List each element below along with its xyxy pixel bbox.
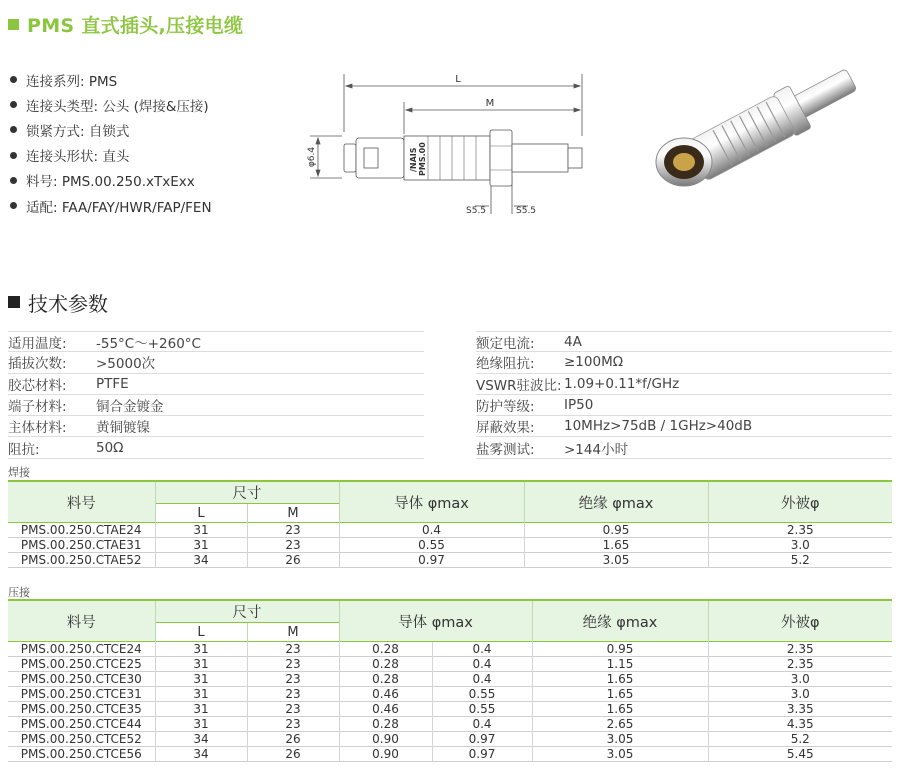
spec-value: 10MHz>75dB / 1GHz>40dB <box>564 418 753 435</box>
cell-insulation: 3.05 <box>524 553 708 568</box>
table-row <box>8 657 892 672</box>
cell-conductor-a: 0.28 <box>339 657 432 672</box>
spec-key: 额定电流: <box>476 335 535 352</box>
dim-s1-label: S5.5 <box>466 206 487 216</box>
table-row <box>8 702 892 717</box>
cell-part: PMS.00.250.CTCE24 <box>8 642 155 657</box>
page-title-text: PMS 直式插头,压接电缆 <box>27 14 244 37</box>
spec-row <box>476 352 892 373</box>
spec-key: 胶芯材料: <box>8 377 67 394</box>
cell-l: 31 <box>155 702 247 717</box>
cell-m: 23 <box>247 717 339 732</box>
cell-jacket: 5.2 <box>708 732 892 747</box>
table-row <box>8 672 892 687</box>
table-row <box>8 553 892 568</box>
cell-l: 34 <box>155 747 247 762</box>
col-conductor: 导体 φmax <box>339 600 532 642</box>
spec-value: PTFE <box>96 375 129 392</box>
cell-part: PMS.00.250.CTAE31 <box>8 538 155 553</box>
cell-l: 31 <box>155 717 247 732</box>
spec-value: 50Ω <box>96 439 124 456</box>
col-jacket: 外被φ <box>708 600 892 642</box>
cell-insulation: 1.65 <box>524 538 708 553</box>
cell-m: 23 <box>247 702 339 717</box>
bullet-icon <box>10 126 17 133</box>
cell-l: 31 <box>155 538 247 553</box>
cell-m: 23 <box>247 642 339 657</box>
feature-item <box>10 168 212 193</box>
cell-insulation: 0.95 <box>524 523 708 538</box>
cell-m: 23 <box>247 657 339 672</box>
drawing-model-text: PMS.00 <box>418 142 427 176</box>
cell-conductor-a: 0.28 <box>339 672 432 687</box>
crimp-caption: 压接 <box>8 586 30 599</box>
col-m: M <box>247 504 339 523</box>
specs-section-title <box>8 289 108 315</box>
section-square-icon <box>8 296 20 308</box>
specs-left <box>8 331 424 459</box>
col-l: L <box>155 504 247 523</box>
cell-m: 23 <box>247 672 339 687</box>
cell-conductor-a: 0.46 <box>339 702 432 717</box>
cell-l: 31 <box>155 672 247 687</box>
cell-l: 31 <box>155 523 247 538</box>
spec-row <box>476 374 892 395</box>
spec-row <box>476 395 892 416</box>
cell-part: PMS.00.250.CTCE31 <box>8 687 155 702</box>
cell-jacket: 4.35 <box>708 717 892 732</box>
cell-conductor-b: 0.4 <box>432 717 532 732</box>
cell-insulation: 1.65 <box>532 702 708 717</box>
cell-m: 23 <box>247 687 339 702</box>
cell-jacket: 5.45 <box>708 747 892 762</box>
table-row <box>8 523 892 538</box>
cell-conductor-b: 0.4 <box>432 657 532 672</box>
cell-part: PMS.00.250.CTCE52 <box>8 732 155 747</box>
title-square-icon <box>8 19 19 30</box>
spec-key: 端子材料: <box>8 399 67 416</box>
cell-l: 31 <box>155 642 247 657</box>
spec-row <box>8 352 424 373</box>
bullet-icon <box>10 76 17 83</box>
col-size: 尺寸 <box>155 481 339 504</box>
cell-conductor-b: 0.97 <box>432 747 532 762</box>
cell-part: PMS.00.250.CTCE35 <box>8 702 155 717</box>
col-l: L <box>155 623 247 642</box>
col-size: 尺寸 <box>155 600 339 623</box>
spec-row <box>8 437 424 458</box>
feature-list <box>10 67 212 218</box>
cell-conductor-b: 0.55 <box>432 687 532 702</box>
feature-text: 锁紧方式: 自锁式 <box>26 123 130 140</box>
cell-conductor: 0.97 <box>339 553 524 568</box>
cell-jacket: 3.0 <box>708 687 892 702</box>
spec-value: 铜合金镀金 <box>96 399 164 416</box>
cell-conductor-b: 0.55 <box>432 702 532 717</box>
cell-conductor-a: 0.90 <box>339 732 432 747</box>
cell-conductor: 0.4 <box>339 523 524 538</box>
cell-insulation: 1.65 <box>532 687 708 702</box>
spec-key: 阻抗: <box>8 441 40 458</box>
cell-jacket: 2.35 <box>708 642 892 657</box>
col-m: M <box>247 623 339 642</box>
cell-part: PMS.00.250.CTCE56 <box>8 747 155 762</box>
feature-item <box>10 143 212 168</box>
spec-key: 防护等级: <box>476 399 535 416</box>
cell-l: 31 <box>155 687 247 702</box>
bullet-icon <box>10 101 17 108</box>
spec-value: ≥100MΩ <box>564 354 624 371</box>
cell-jacket: 5.2 <box>708 553 892 568</box>
col-part: 料号 <box>8 481 155 523</box>
spec-value: >5000次 <box>96 356 156 373</box>
col-insulation: 绝缘 φmax <box>524 481 708 523</box>
spec-value: -55°C～+260°C <box>96 335 201 352</box>
col-insulation: 绝缘 φmax <box>532 600 708 642</box>
cell-jacket: 3.0 <box>708 672 892 687</box>
cell-m: 26 <box>247 553 339 568</box>
cell-l: 34 <box>155 553 247 568</box>
dimension-drawing <box>300 64 590 224</box>
cell-m: 26 <box>247 747 339 762</box>
feature-text: 适配: FAA/FAY/HWR/FAP/FEN <box>26 199 212 216</box>
cell-conductor-b: 0.4 <box>432 672 532 687</box>
col-conductor: 导体 φmax <box>339 481 524 523</box>
table-row <box>8 538 892 553</box>
cell-conductor: 0.55 <box>339 538 524 553</box>
cell-insulation: 2.65 <box>532 717 708 732</box>
connector-photo <box>648 52 892 192</box>
spec-key: 插拔次数: <box>8 356 67 373</box>
cell-part: PMS.00.250.CTCE25 <box>8 657 155 672</box>
bullet-icon <box>10 202 17 209</box>
spec-value: 黄铜镀镍 <box>96 420 150 437</box>
cell-part: PMS.00.250.CTCE44 <box>8 717 155 732</box>
cell-insulation: 3.05 <box>532 747 708 762</box>
bullet-icon <box>10 152 17 159</box>
bullet-icon <box>10 177 17 184</box>
spec-value: >144小时 <box>564 441 629 458</box>
feature-item <box>10 92 212 117</box>
dim-s2-label: S5.5 <box>516 206 537 216</box>
cell-part: PMS.00.250.CTCE30 <box>8 672 155 687</box>
spec-key: 绝缘阻抗: <box>476 356 535 373</box>
feature-text: 连接头形状: 直头 <box>26 149 130 166</box>
cell-conductor-a: 0.28 <box>339 717 432 732</box>
table-row <box>8 687 892 702</box>
spec-row <box>8 374 424 395</box>
feature-text: 连接头类型: 公头 (焊接&压接) <box>26 98 209 115</box>
cell-jacket: 2.35 <box>708 523 892 538</box>
cell-m: 23 <box>247 523 339 538</box>
cell-insulation: 0.95 <box>532 642 708 657</box>
spec-row <box>8 331 424 352</box>
spec-row <box>476 331 892 352</box>
table-row <box>8 717 892 732</box>
feature-text: 连接系列: PMS <box>26 73 118 90</box>
cell-part: PMS.00.250.CTAE24 <box>8 523 155 538</box>
spec-row <box>8 416 424 437</box>
table-row <box>8 747 892 762</box>
cell-m: 26 <box>247 732 339 747</box>
feature-item <box>10 117 212 142</box>
spec-key: 主体材料: <box>8 420 67 437</box>
crimp-table <box>8 599 892 762</box>
spec-row <box>8 395 424 416</box>
table-row <box>8 642 892 657</box>
solder-table <box>8 480 892 568</box>
cell-conductor-a: 0.28 <box>339 642 432 657</box>
dim-m-label: M <box>485 98 495 109</box>
spec-value: 4A <box>564 333 582 350</box>
col-jacket: 外被φ <box>708 481 892 523</box>
cell-insulation: 1.65 <box>532 672 708 687</box>
cell-conductor-a: 0.90 <box>339 747 432 762</box>
cell-conductor-b: 0.4 <box>432 642 532 657</box>
cell-jacket: 2.35 <box>708 657 892 672</box>
cell-l: 31 <box>155 657 247 672</box>
table-row <box>8 732 892 747</box>
cell-l: 34 <box>155 732 247 747</box>
spec-row <box>476 437 892 458</box>
dim-dia-label: φ6.4 <box>307 146 317 168</box>
spec-key: 屏蔽效果: <box>476 420 535 437</box>
spec-key: 盐雾测试: <box>476 441 535 458</box>
cell-insulation: 3.05 <box>532 732 708 747</box>
spec-value: IP50 <box>564 397 594 414</box>
feature-item <box>10 193 212 218</box>
cell-jacket: 3.0 <box>708 538 892 553</box>
feature-item <box>10 67 212 92</box>
col-part: 料号 <box>8 600 155 642</box>
cell-jacket: 3.35 <box>708 702 892 717</box>
page-title <box>8 12 243 36</box>
cell-insulation: 1.15 <box>532 657 708 672</box>
specs-title-text: 技术参数 <box>28 291 108 316</box>
spec-row <box>476 416 892 437</box>
cell-part: PMS.00.250.CTAE52 <box>8 553 155 568</box>
cell-conductor-a: 0.46 <box>339 687 432 702</box>
spec-key: VSWR驻波比: <box>476 377 562 394</box>
dim-l-label: L <box>455 74 461 85</box>
spec-value: 1.09+0.11*f/GHz <box>564 375 680 392</box>
solder-caption: 焊接 <box>8 466 30 479</box>
feature-text: 料号: PMS.00.250.xTxExx <box>26 174 195 191</box>
spec-key: 适用温度: <box>8 335 67 352</box>
cell-conductor-b: 0.97 <box>432 732 532 747</box>
specs-right <box>476 331 892 459</box>
cell-m: 23 <box>247 538 339 553</box>
drawing-brand-text: /NAIS <box>409 147 418 172</box>
